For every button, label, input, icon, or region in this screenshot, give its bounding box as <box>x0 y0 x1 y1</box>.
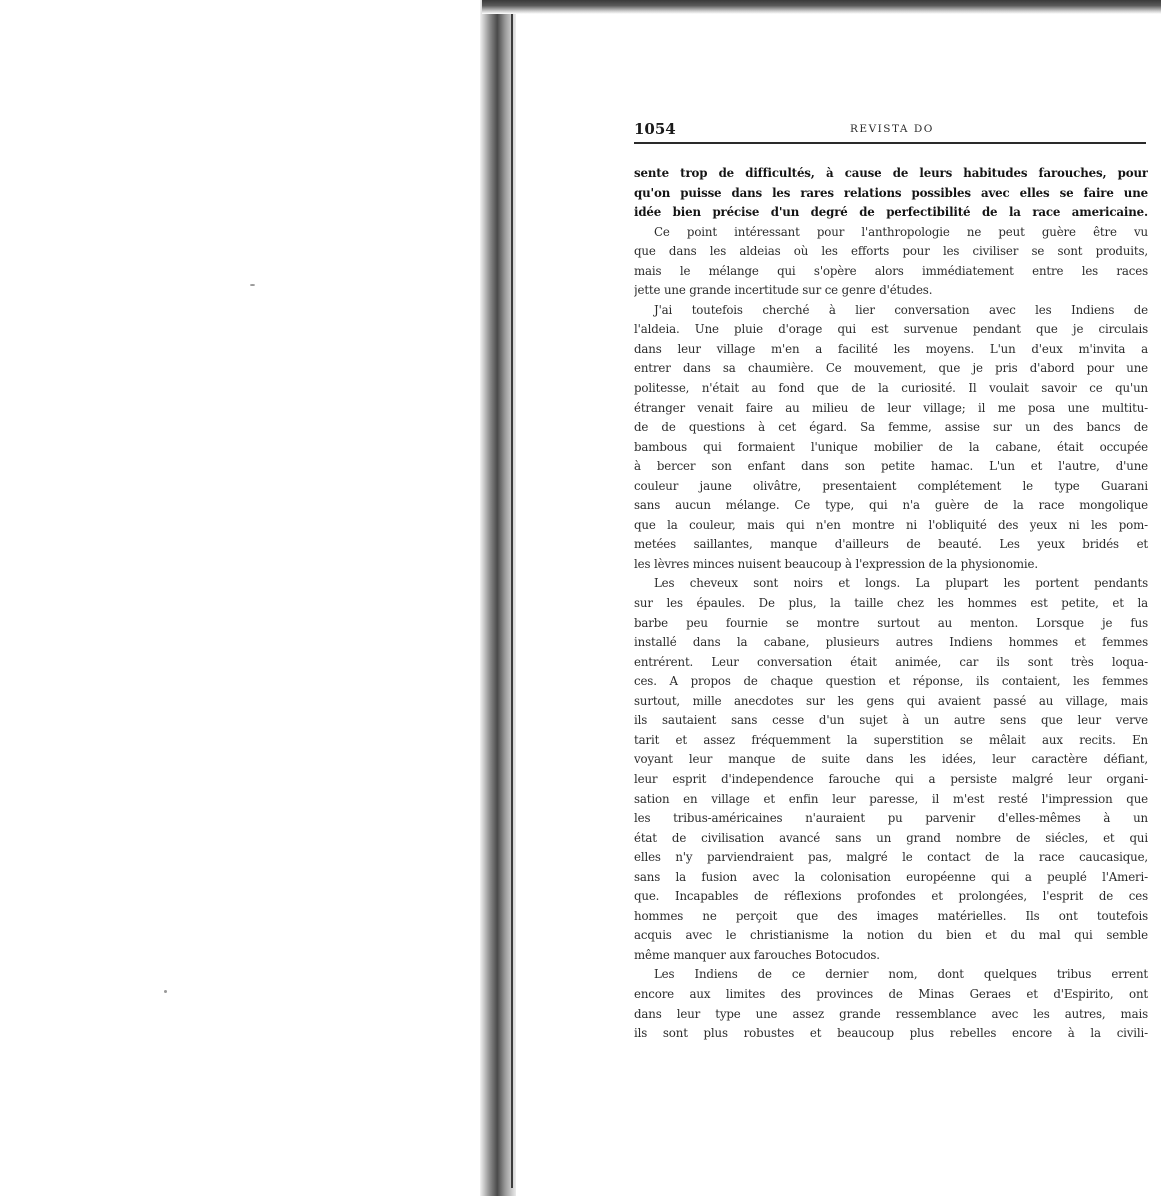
page-top-edge-shadow <box>482 0 1161 14</box>
text-line: elles n'y parviendraient pas, malgré le contact de la race caucasique, <box>634 850 1148 865</box>
text-line: installé dans la cabane, plusieurs autres Indiens hommes et femmes <box>634 635 1148 650</box>
text-line: ils sont plus robustes et beaucoup plus rebelles encore à la civili- <box>634 1026 1148 1041</box>
text-line: qu'on puisse dans les rares relations possibles avec elles se faire une <box>634 185 1148 200</box>
text-line: acquis avec le christianisme la notion du bien et du mal qui semble <box>634 928 1148 943</box>
text-line: couleur jaune olivâtre, presentaient complétement le type Guarani <box>634 478 1148 493</box>
text-line: état de civilisation avancé sans un grand nombre de siécles, et qui <box>634 830 1148 845</box>
text-line: politesse, n'était au fond que de la curiosité. Il voulait savoir ce qu'un <box>634 381 1148 396</box>
text-line: tarit et assez fréquemment la superstition se mêlait aux recits. En <box>634 732 1148 747</box>
text-line: idée bien précise d'un degré de perfectibilité de la race americaine. <box>634 205 1148 220</box>
text-line: metées saillantes, manque d'ailleurs de beauté. Les yeux bridés et <box>634 537 1148 552</box>
gutter-edge-line <box>511 8 513 1188</box>
body-text <box>634 164 1148 1044</box>
text-line: entrérent. Leur conversation était animée, car ils sont très loqua- <box>634 654 1148 669</box>
text-line: Les cheveux sont noirs et longs. La plupart les portent pendants <box>654 576 1148 591</box>
running-head <box>634 120 1146 142</box>
right-text-page <box>516 14 1161 1196</box>
text-line: sation en village et enfin leur paresse, il m'est resté l'impression que <box>634 791 1148 806</box>
left-blank-page <box>0 0 482 1196</box>
text-line: ils sautaient sans cesse d'un sujet à un autre sens que leur verve <box>634 713 1148 728</box>
text-line: voyant leur manque de suite dans les idées, leur caractère défiant, <box>634 752 1148 767</box>
text-line: entrer dans sa chaumière. Ce mouvement, que je pris d'abord pour une <box>634 361 1148 376</box>
text-line: à bercer son enfant dans son petite hamac. L'un et l'autre, d'une <box>634 459 1148 474</box>
text-line: dans leur village m'en a facilité les moyens. L'un d'eux m'invita a <box>634 341 1148 356</box>
text-line: même manquer aux farouches Botocudos. <box>634 947 880 962</box>
page-number: 1054 <box>634 120 676 138</box>
header-rule <box>634 142 1146 144</box>
text-line: mais le mélange qui s'opère alors immédiatement entre les races <box>634 263 1148 278</box>
text-line: bambous qui formaient l'unique mobilier de la cabane, était occupée <box>634 439 1148 454</box>
text-line: de de questions à cet égard. Sa femme, assise sur un des bancs de <box>634 420 1148 435</box>
text-line: étranger venait faire au milieu de leur village; il me posa une multitu- <box>634 400 1148 415</box>
text-line: sans la fusion avec la colonisation européenne qui a peuplé l'Ameri- <box>634 869 1148 884</box>
text-line: J'ai toutefois cherché à lier conversation avec les Indiens de <box>654 302 1148 317</box>
text-line: Les Indiens de ce dernier nom, dont quelques tribus errent <box>654 967 1148 982</box>
text-line: que la couleur, mais qui n'en montre ni l'obliquité des yeux ni les pom- <box>634 517 1148 532</box>
text-line: encore aux limites des provinces de Minas Geraes et d'Espirito, ont <box>634 986 1148 1001</box>
text-line: les tribus-américaines n'auraient pu parvenir d'elles-mêmes à un <box>634 811 1148 826</box>
dust-speck <box>250 284 255 286</box>
text-line: dans leur type une assez grande ressemblance avec les autres, mais <box>634 1006 1148 1021</box>
text-line: barbe peu fournie se montre surtout au menton. Lorsque je fus <box>634 615 1148 630</box>
text-line: sur les épaules. De plus, la taille chez les hommes est petite, et la <box>634 596 1148 611</box>
text-line: surtout, mille anecdotes sur les gens qui avaient passé au village, mais <box>634 693 1148 708</box>
text-line: sente trop de difficultés, à cause de leurs habitudes farouches, pour <box>634 166 1148 180</box>
journal-running-title: REVISTA DO <box>850 123 934 135</box>
text-line: sans aucun mélange. Ce type, qui n'a guère de la race mongolique <box>634 498 1148 513</box>
text-line: l'aldeia. Une pluie d'orage qui est survenue pendant que je circulais <box>634 322 1148 337</box>
text-line: les lèvres minces nuisent beaucoup à l'expression de la physionomie. <box>634 556 1038 571</box>
text-line: que. Incapables de réflexions profondes et prolongées, l'esprit de ces <box>634 889 1148 904</box>
dust-speck <box>164 990 167 993</box>
text-line: hommes ne perçoit que des images matérielles. Ils ont toutefois <box>634 908 1148 923</box>
text-line: Ce point intéressant pour l'anthropologie ne peut guère être vu <box>654 224 1148 239</box>
text-line: jette une grande incertitude sur ce genre d'études. <box>634 283 933 298</box>
text-line: que dans les aldeias où les efforts pour les civiliser se sont produits, <box>634 244 1148 259</box>
text-line: ces. A propos de chaque question et réponse, ils contaient, les femmes <box>634 674 1148 689</box>
text-line: leur esprit d'independence farouche qui a persiste malgré leur organi- <box>634 771 1148 786</box>
